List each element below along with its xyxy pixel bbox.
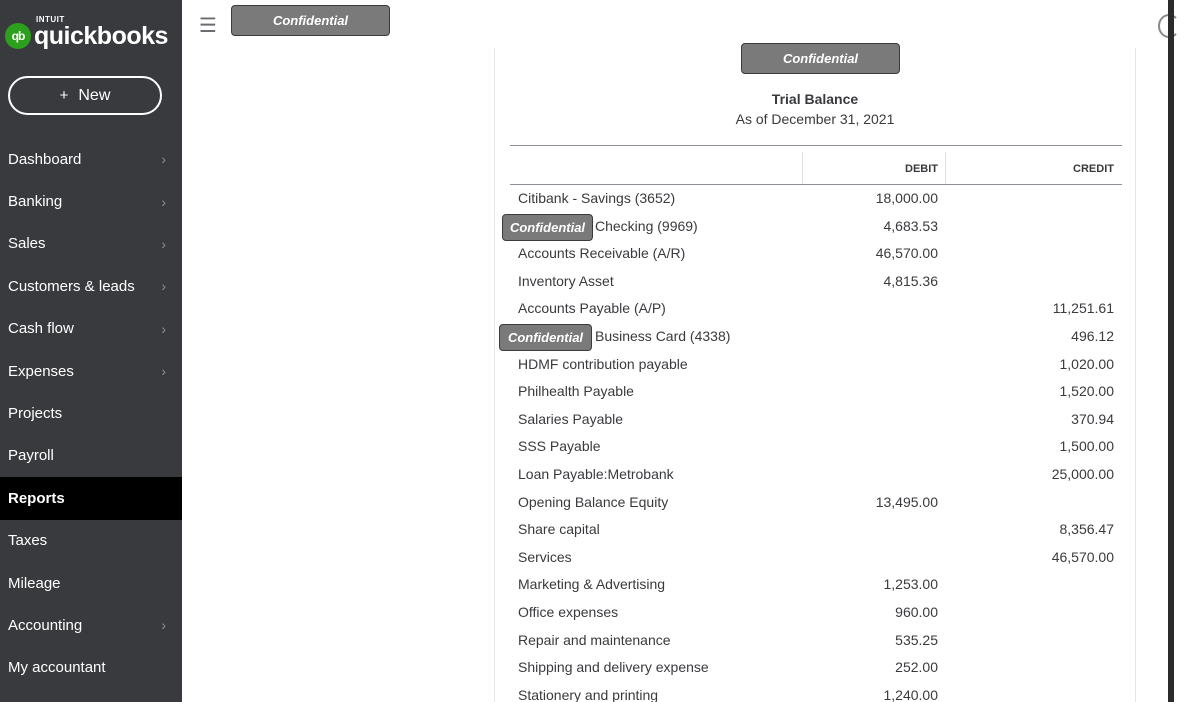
sidebar-item-label: Accounting [8,616,83,634]
chevron-right-icon: › [161,617,166,634]
sidebar [0,0,182,702]
report-page [494,48,1136,702]
table-row[interactable] [510,682,1122,702]
table-row[interactable] [510,627,1122,655]
account-name[interactable]: Accounts Payable (A/P) [518,300,666,317]
credit-amount[interactable]: 1,020.00 [1059,355,1114,372]
sidebar-item-taxes[interactable] [0,520,182,562]
sidebar-item-label: Payroll [8,447,54,465]
report-subtitle: As of December 31, 2021 [735,111,895,127]
sidebar-item-label: Cash flow [8,320,74,338]
sidebar-item-label: Reports [8,489,65,507]
window-edge [1168,0,1174,702]
table-body [507,185,1122,702]
sidebar-item-dashboard[interactable] [0,138,182,180]
debit-amount[interactable]: 18,000.00 [875,190,938,206]
sidebar-item-customers-leads[interactable] [0,265,182,307]
account-name[interactable]: HDMF contribution payable [518,355,688,372]
new-button-label: New [78,86,111,104]
confidential-redaction-report: Confidential [741,43,900,74]
account-name[interactable]: Accounts Receivable (A/R) [518,245,686,262]
sidebar-item-label: Banking [8,193,63,211]
credit-amount[interactable]: 46,570.00 [1051,548,1114,565]
debit-amount[interactable]: 535.25 [895,631,938,648]
account-name[interactable]: Inventory Asset [518,272,614,289]
account-name[interactable]: Shipping and delivery expense [518,659,709,676]
debit-amount[interactable]: 4,683.53 [883,217,938,234]
table-row[interactable] [510,268,1122,296]
credit-amount[interactable]: 1,520.00 [1059,383,1114,400]
table-header [510,145,1122,185]
sidebar-item-label: Dashboard [8,150,82,168]
account-name[interactable]: Opening Balance Equity [518,493,669,510]
chevron-right-icon: › [161,151,166,168]
debit-amount[interactable]: 46,570.00 [875,245,938,262]
table-row[interactable] [510,185,1122,213]
logo-intuit-text: INTUIT [36,15,65,24]
table-row[interactable] [510,433,1122,461]
account-name[interactable]: Citibank - Savings (3652) [518,190,676,206]
chevron-right-icon: › [161,363,166,380]
qb-logo-icon: qb [5,23,31,49]
table-row[interactable] [510,516,1122,544]
credit-amount[interactable]: 496.12 [1071,327,1114,344]
table-row[interactable] [510,544,1122,572]
account-name[interactable]: SSS Payable [518,438,601,455]
sidebar-item-label: Taxes [8,532,48,550]
collapse-menu-icon[interactable]: ☰ [199,15,217,37]
table-row[interactable] [510,378,1122,406]
table-row[interactable] [507,323,1122,351]
account-name[interactable]: Salaries Payable [518,410,624,427]
account-name[interactable]: Share capital [518,521,600,538]
sidebar-item-label: Mileage [8,574,61,592]
sidebar-item-banking[interactable] [0,180,182,222]
account-name[interactable]: Checking (9969) [595,217,698,234]
table-row[interactable] [510,406,1122,434]
credit-amount[interactable]: 25,000.00 [1051,465,1114,482]
sidebar-item-label: Sales [8,235,46,253]
sidebar-item-label: My accountant [8,659,106,677]
account-name[interactable]: Marketing & Advertising [518,576,666,593]
sidebar-item-cash-flow[interactable] [0,308,182,350]
account-name[interactable]: Services [518,548,572,565]
table-row[interactable] [510,461,1122,489]
quickbooks-logo[interactable] [5,16,168,49]
chevron-right-icon: › [161,320,166,337]
credit-amount[interactable]: 370.94 [1071,410,1114,427]
table-row[interactable] [510,654,1122,682]
debit-amount[interactable]: 960.00 [895,603,938,620]
sidebar-item-label: Expenses [8,362,74,380]
table-row[interactable] [510,240,1122,268]
sidebar-item-projects[interactable] [0,392,182,434]
sidebar-item-payroll[interactable] [0,435,182,477]
account-name[interactable]: Loan Payable:Metrobank [518,465,674,482]
credit-amount[interactable]: 11,251.61 [1052,300,1114,317]
chevron-right-icon: › [161,235,166,252]
account-name[interactable]: Office expenses [518,603,619,620]
sidebar-item-accounting[interactable] [0,604,182,646]
table-row[interactable] [510,351,1122,379]
confidential-redaction: Confidential [499,324,592,351]
trial-balance-table [507,145,1122,702]
column-header-debit[interactable]: DEBIT [905,163,938,175]
debit-amount[interactable]: 4,815.36 [883,272,938,289]
chevron-right-icon: › [161,193,166,210]
credit-amount[interactable]: 8,356.47 [1059,521,1114,538]
table-row[interactable] [510,599,1122,627]
table-row[interactable] [510,571,1122,599]
sidebar-item-expenses[interactable] [0,350,182,392]
debit-amount[interactable]: 1,253.00 [883,576,938,593]
debit-amount[interactable]: 252.00 [895,659,938,676]
confidential-redaction: Confidential [502,214,593,241]
table-row[interactable] [510,489,1122,517]
chevron-right-icon: › [161,278,166,295]
sidebar-item-my-accountant[interactable] [0,647,182,689]
sidebar-item-label: Projects [8,405,63,423]
account-name[interactable]: Repair and maintenance [518,631,671,648]
column-header-credit[interactable]: CREDIT [1073,163,1114,175]
account-name[interactable]: Business Card (4338) [595,327,731,344]
report-title: Trial Balance [771,91,859,107]
sidebar-item-sales[interactable] [0,223,182,265]
account-name[interactable]: Stationery and printing [518,686,659,702]
debit-amount[interactable]: 1,240.00 [883,686,938,702]
sidebar-nav [0,138,182,689]
table-row[interactable] [510,295,1122,323]
sidebar-item-reports[interactable] [0,477,182,519]
account-name[interactable]: Philhealth Payable [518,383,634,400]
new-button[interactable] [8,76,162,115]
table-row[interactable] [510,213,1122,241]
credit-amount[interactable]: 1,500.00 [1059,438,1114,455]
debit-amount[interactable]: 13,495.00 [875,493,938,510]
logo-name-text: quickbooks [34,22,168,50]
plus-icon: + [59,87,69,104]
sidebar-item-mileage[interactable] [0,562,182,604]
confidential-redaction-top: Confidential [231,5,390,36]
sidebar-item-label: Customers & leads [8,277,135,295]
